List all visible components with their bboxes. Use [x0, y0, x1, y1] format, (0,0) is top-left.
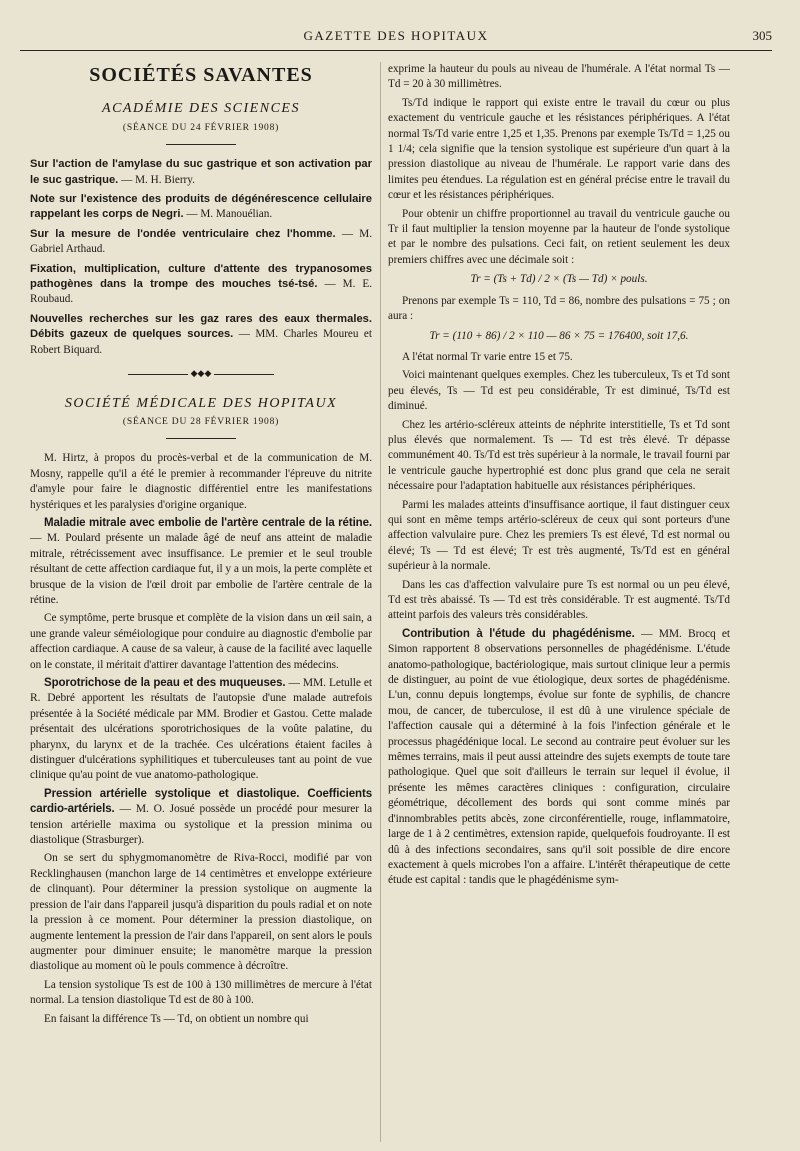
ornament-divider: ◆◆◆ [30, 366, 372, 381]
paragraph: On se sert du sphygmomanomètre de Riva-Rocci, modifié par von Recklinghausen (manchon large de 14 centimètres et enveloppe extérieure de clinquant). Pour déterminer la pression systolique on augmente la pression de l'air dans l'appareil jusqu'à disparition du pouls radial et on note la pression à ce moment. Pour déterminer la pression diastolique, on augmente lentement la pression de l'air dans l'appareil, on sent alors le pouls augmenter pour diminuer ensuite; le manomètre marque la pression diastolique au moment où le pouls commence à décroître. [30, 852, 372, 973]
journal-title: GAZETTE DES HOPITAUX [303, 28, 489, 43]
academy-entry: Fixation, multiplication, culture d'attente des trypanosomes pathogènes dans la trompe des mouches tsé-tsé. — M. E. Roubaud. [30, 262, 372, 306]
article-heading: Pression artérielle systolique et diastolique. Coefficients cardio-artériels. [30, 787, 372, 816]
academy-seance-date: (SÉANCE DU 24 FÉVRIER 1908) [122, 122, 280, 133]
divider [166, 438, 236, 439]
entry-author: — M. Gabriel Arthaud. [30, 227, 372, 256]
entry-author: — M. E. Roubaud. [30, 278, 372, 306]
paragraph: A l'état normal Tr varie entre 15 et 75. [402, 350, 573, 363]
column-divider [380, 62, 381, 1142]
academy-entry: Note sur l'existence des produits de dégénérescence cellulaire rappelant les corps de Negri. — M. Manouélian. [30, 193, 372, 221]
academy-entry: Nouvelles recherches sur les gaz rares des eaux thermales. Débits gazeux de quelques sources. — MM. Charles Moureu et Robert Biquard. [30, 312, 372, 356]
paragraph: Parmi les malades atteints d'insuffisance aortique, il faut distinguer ceux qui sont en même temps artério-scléreux de ceux qui sont porteurs d'une affection valvulaire pure. Chez les premiers Ts est élevé, Td est normal ou élevé; Ts — Td est élevé; Tr est très augmenté, Ts/Td est en général supérieur à la normale. [388, 498, 730, 573]
article-paragraph: Sporotrichose de la peau et des muqueuses. — MM. Letulle et R. Debré apportent les résultats de l'autopsie d'une malade autrefois présentée à la Société médicale par MM. Brodier et Gastou. Cette malade présentait des ulcérations sporotrichosiques de la voûte palatine, du pharynx, du larynx et de la trachée. Ces ulcérations étaient faciles à distinguer d'ulcérations syphilitiques et tuberculeuses tant au point de vue clinique qu'au point de vue anatomo-pathologique. [30, 677, 372, 782]
academy-entries [30, 157, 372, 358]
divider [166, 144, 236, 145]
academy-title: ACADÉMIE DES SCIENCES [102, 101, 300, 117]
academy-entry: Sur la mesure de l'ondée ventriculaire chez l'homme. — M. Gabriel Arthaud. [30, 227, 372, 256]
entry-author: — M. Manouélian. [183, 208, 273, 221]
article-paragraph: Maladie mitrale avec embolie de l'artère centrale de la rétine. — M. Poulard présente un malade âgé de neuf ans atteint de maladie mitrale, rétrécissement avec insuffisance. Le premier et le seul trouble résultant de cette affection cardiaque fut, il y a un mois, la perte complète et brusque de la vision de l'œil droit par embolie de l'artère centrale de la rétine. [30, 516, 372, 606]
entry-author: — MM. Charles Moureu et Robert Biquard. [30, 328, 372, 356]
paragraph: Pour obtenir un chiffre proportionnel au travail du ventricule gauche ou Tr il faut multiplier la tension moyenne par la hauteur de l'onde systolique et par le nombre des pulsations. Ceci fait, on retient seulement les deux premiers chiffres avec une décimale soit : [388, 207, 730, 266]
formula: Tr = (110 + 86) / 2 × 110 — 86 × 75 = 176400, soit 17,6. [429, 329, 689, 342]
running-header [20, 22, 772, 51]
paragraph: Prenons par exemple Ts = 110, Td = 86, nombre des pulsations = 75 ; on aura : [388, 294, 730, 323]
right-column [388, 62, 730, 892]
entry-author: — M. H. Bierry. [118, 173, 195, 186]
paragraph: En faisant la différence Ts — Td, on obtient un nombre qui [44, 1012, 309, 1025]
paragraph: Ce symptôme, perte brusque et complète de la vision dans un œil sain, a une grande valeur séméiologique pour conduire au diagnostic d'embolie par affection cardiaque. A cause de sa valeur, à cause de la facilité avec laquelle on le constate, il méritait d'attirer davantage l'attention des médecins. [30, 612, 372, 671]
society-title: SOCIÉTÉ MÉDICALE DES HOPITAUX [64, 395, 338, 411]
page-number: 305 [752, 28, 772, 43]
academy-entry: Sur l'action de l'amylase du suc gastrique et son activation par le suc gastrique. — M. H. Bierry. [30, 158, 372, 186]
paragraph: Chez les artério-scléreux atteints de néphrite interstitielle, Ts et Td sont plus élevés que normalement. Ts — Td est très élevé. Tr dépasse communément 40. Ts/Td est très supérieur à la normale, le travail fourni par le ventricule gauche hypertrophié est donc plus grand que cela ne serait nécessaire pour l'adaptation habituelle aux résistances périphériques. [388, 418, 730, 493]
paragraph: Voici maintenant quelques exemples. Chez les tuberculeux, Ts et Td sont peu élevés, Ts — Td est peu considérable, Tr est diminué, Ts/Td est diminué. [388, 369, 730, 413]
section-title: SOCIÉTÉS SAVANTES [89, 64, 313, 86]
article-paragraph: Contribution à l'étude du phagédénisme. — MM. Brocq et Simon rapportent 8 observations personnelles de phagédénisme. L'étude anatomo-pathologique, bactériologique, mais surtout clinique leur a permis de distinguer, au point de vue étiologique, deux sortes de phagédénisme. L'un, connu depuis longtemps, évolue sur fonte de syphilis, de chancre mou, de cancer, de tuberculose, il est dû à une virulence spéciale de l'affection causale qui a déterminé à la fois l'infection générale et le processus phagédénique local. Le second au contraire peut évoluer sur les mêmes terrains, mais il peut aussi atteindre des sujets exempts de toute tare pathologique. Quel que soit d'ailleurs le terrain sur lequel il évolue, il présente les mêmes caractères cliniques : configuration, circulaire géométrique, décollement des bords qui sont comme minés par d'innombrables petits abcès, zone circonférentielle, rouge, inflammatoire, large de 1 à 2 centimètres, extension rapide, quelquefois foudroyante. Il est dû à des infections secondaires, sans qu'il soit possible de dire encore exactement à quels microbes l'on a affaire. L'intérêt thérapeutique de cette étude est capital : tandis que le phagédénisme sym- [388, 627, 731, 887]
article-paragraph: Pression artérielle systolique et diastolique. Coefficients cardio-artériels. — M. O. Josué possède un procédé pour mesurer la tension artérielle maxima ou systolique et la pression minima ou diastolique (Strasburger). [30, 787, 372, 847]
article-heading: Sporotrichose de la peau et des muqueuses. [44, 677, 286, 689]
paragraph: La tension systolique Ts est de 100 à 130 millimètres de mercure à l'état normal. La tension diastolique Td est de 80 à 100. [30, 978, 372, 1007]
article-heading: Contribution à l'étude du phagédénisme. [402, 627, 635, 640]
paragraph: Ts/Td indique le rapport qui existe entre le travail du cœur ou plus exactement du ventricule gauche et les résistances périphériques. A l'état normal Ts/Td varie entre 1,25 et 1,35. Prenons par exemple Ts/Td = 1,25 ou 1 1/4; cela signifie que la tension systolique est supérieure d'un quart à la pression diastolique au niveau de l'humérale. Le rapport varie dans des limites peu étendues. La régulation est en général précise entre le travail du cœur et les résistances périphériques. [388, 96, 730, 202]
formula: Tr = (Ts + Td) / 2 × (Ts — Td) × pouls. [470, 273, 648, 286]
paragraph: exprime la hauteur du pouls au niveau de l'humérale. A l'état normal Ts — Td = 20 à 30 millimètres. [388, 63, 730, 91]
article-heading: Maladie mitrale avec embolie de l'artère centrale de la rétine. [44, 516, 372, 529]
paragraph: Dans les cas d'affection valvulaire pure Ts est normal ou un peu élevé, Td est très abaissé. Ts — Td est très considérable. Tr est augmenté. Ts/Td atteint parfois des valeurs très considérables. [388, 578, 730, 622]
left-column [30, 62, 372, 1030]
paragraph: M. Hirtz, à propos du procès-verbal et de la communication de M. Mosny, rappelle qu'il a été le premier à recommander l'épreuve du nitrite d'amyle pour faire le diagnostic différentiel entre les manifestations hystériques et les paralysies d'origine organique. [30, 452, 372, 511]
society-seance-date: (SÉANCE DU 28 FÉVRIER 1908) [122, 416, 280, 427]
